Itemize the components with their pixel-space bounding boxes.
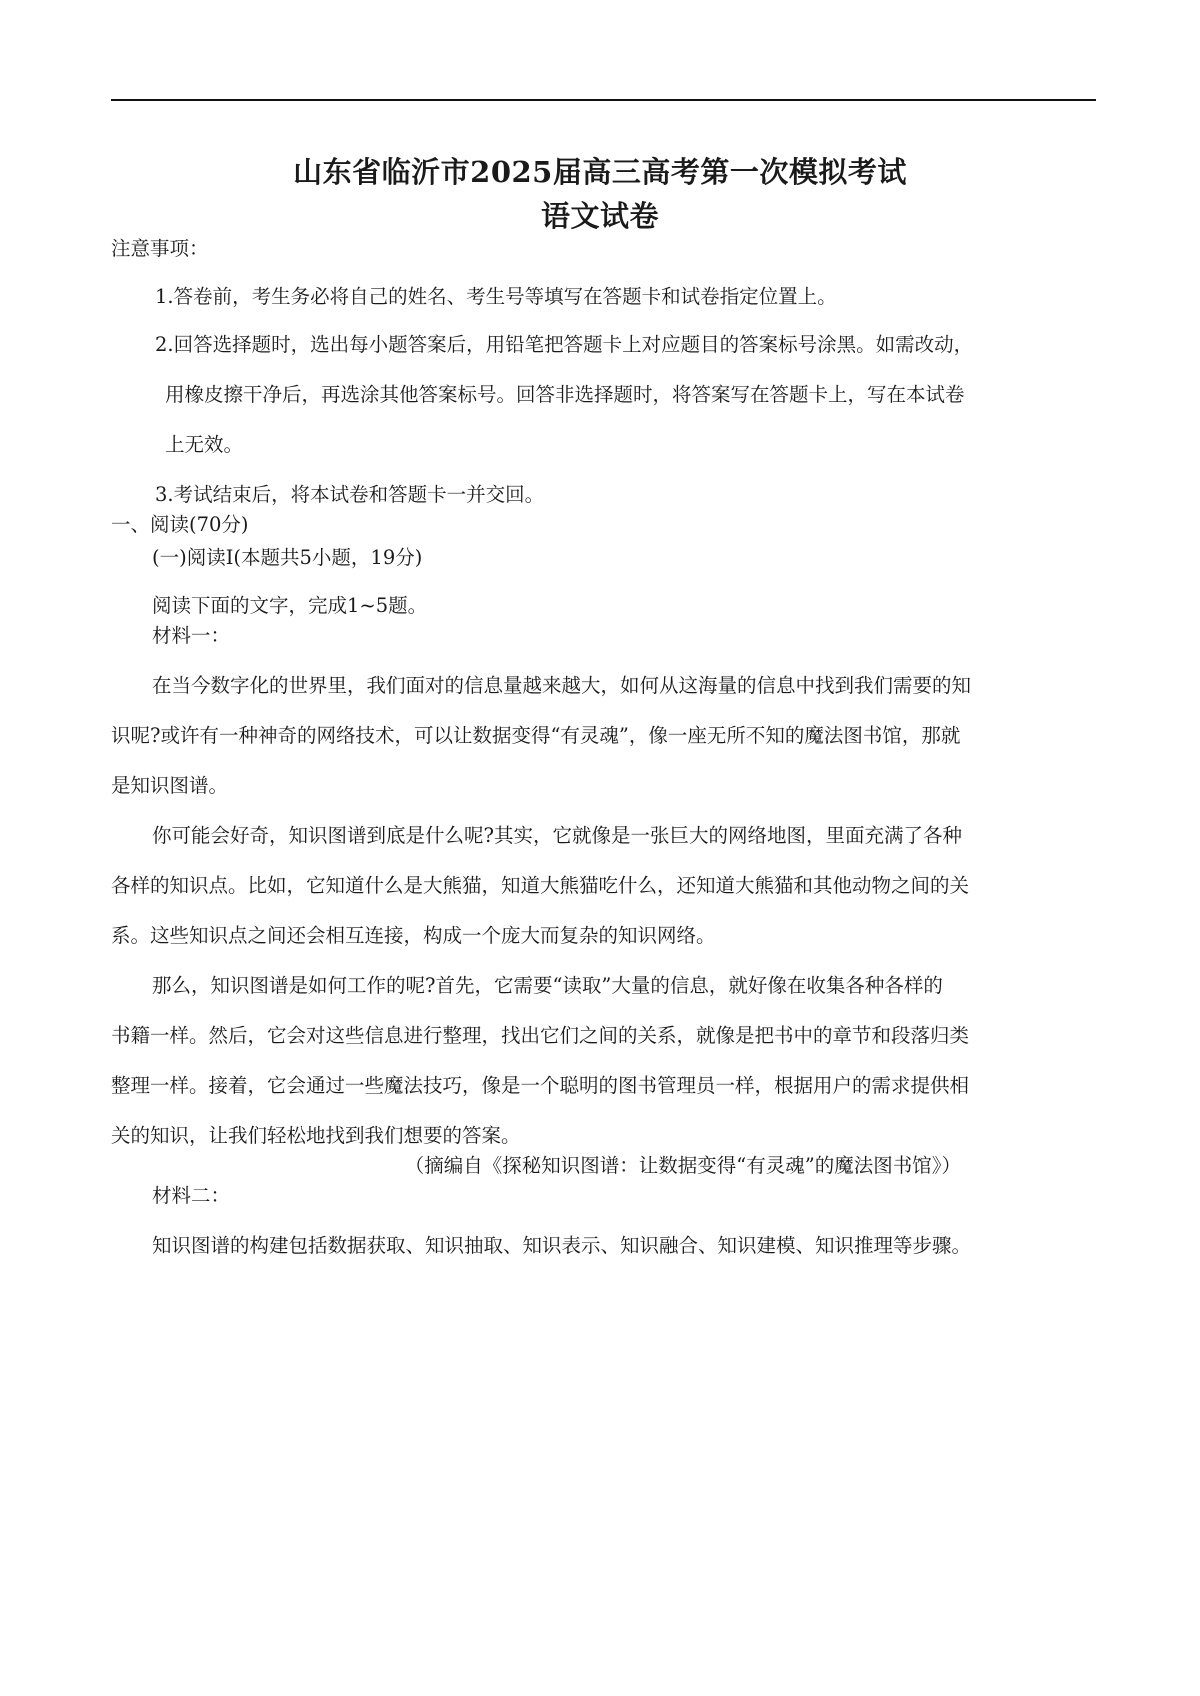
section-1-heading: 一、阅读(70分) bbox=[111, 513, 249, 536]
material-1-label: 材料一： bbox=[152, 624, 231, 647]
exam-title: 山东省临沂市2025届高三高考第一次模拟考试 bbox=[293, 155, 907, 189]
notice-item-2-line-2: 用橡皮擦干净后，再选涂其他答案标号。回答非选择题时，将答案写在答题卡上，写在本试卷 bbox=[165, 383, 965, 406]
exam-body bbox=[111, 232, 1096, 1262]
notice-item-2-line-1: 2.回答选择题时，选出每小题答案后，用铅笔把答题卡上对应题目的答案标号涂黑。如需改动， bbox=[155, 333, 974, 356]
notice-item-1: 1.答卷前，考生务必将自己的姓名、考生号等填写在答题卡和试卷指定位置上。 bbox=[155, 285, 837, 308]
notice-item-2-line-3: 上无效。 bbox=[165, 433, 244, 456]
title-block bbox=[0, 150, 1200, 238]
notice-heading: 注意事项： bbox=[111, 237, 209, 260]
top-rule-divider bbox=[111, 99, 1096, 101]
exam-subject-title: 语文试卷 bbox=[540, 199, 659, 233]
material-2-label: 材料二： bbox=[152, 1184, 231, 1207]
material-1-paragraph-3-line-1: 那么，知识图谱是如何工作的呢?首先，它需要“读取”大量的信息，就好像在收集各种各样的 bbox=[152, 974, 943, 997]
material-1-paragraph-1-line-2: 识呢?或许有一种神奇的网络技术，可以让数据变得“有灵魂”，像一座无所不知的魔法图书馆，那就 bbox=[111, 724, 961, 747]
material-1-paragraph-3-line-4: 关的知识，让我们轻松地找到我们想要的答案。 bbox=[111, 1124, 521, 1147]
material-1-paragraph-1-line-1: 在当今数字化的世界里，我们面对的信息量越来越大，如何从这海量的信息中找到我们需要的知 bbox=[152, 674, 972, 697]
material-1-paragraph-3-line-2: 书籍一样。然后，它会对这些信息进行整理，找出它们之间的关系，就像是把书中的章节和段落归类 bbox=[111, 1024, 970, 1047]
material-2-paragraph-1: 知识图谱的构建包括数据获取、知识抽取、知识表示、知识融合、知识建模、知识推理等步骤。 bbox=[152, 1234, 972, 1257]
notice-item-3: 3.考试结束后，将本试卷和答题卡一并交回。 bbox=[155, 483, 545, 506]
material-1-paragraph-2-line-1: 你可能会好奇，知识图谱到底是什么呢?其实，它就像是一张巨大的网络地图，里面充满了各种 bbox=[152, 824, 962, 847]
section-1-sub-heading: (一)阅读Ⅰ(本题共5小题，19分) bbox=[152, 546, 423, 569]
material-1-paragraph-2-line-3: 系。这些知识点之间还会相互连接，构成一个庞大而复杂的知识网络。 bbox=[111, 924, 716, 947]
material-1-paragraph-3-line-3: 整理一样。接着，它会通过一些魔法技巧，像是一个聪明的图书管理员一样，根据用户的需求提供相 bbox=[111, 1074, 970, 1097]
material-1-paragraph-2-line-2: 各样的知识点。比如，它知道什么是大熊猫，知道大熊猫吃什么，还知道大熊猫和其他动物之间的关 bbox=[111, 874, 970, 897]
material-1-paragraph-1-line-3: 是知识图谱。 bbox=[111, 774, 229, 797]
reading-instruction: 阅读下面的文字，完成1~5题。 bbox=[152, 594, 428, 617]
material-1-source-citation: （摘编自《探秘知识图谱：让数据变得“有灵魂”的魔法图书馆》） bbox=[404, 1154, 961, 1177]
